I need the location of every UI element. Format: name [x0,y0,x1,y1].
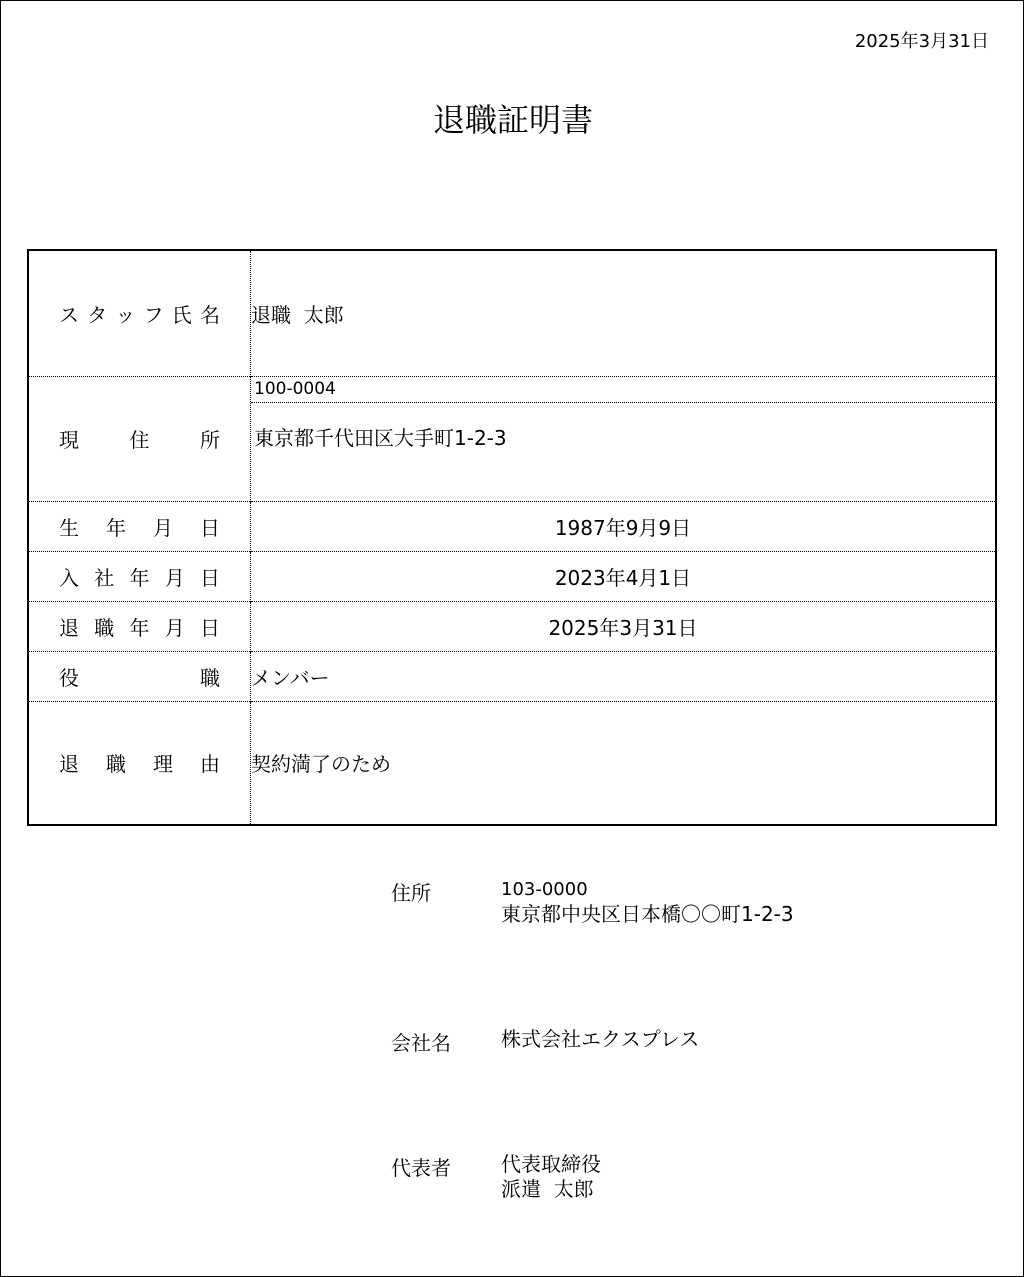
certificate-table [27,249,997,826]
reason-label: 退 職 理 由 [28,701,251,825]
address-cell [251,376,997,501]
company-address-zip: 103-0000 [501,879,588,900]
join-label: 入 社 年 月 日 [28,551,251,601]
table-row-birth [28,501,996,551]
birth-label: 生 年 月 日 [28,501,251,551]
join-value: 2023年4月1日 [251,551,997,601]
position-value: メンバー [251,651,997,701]
table-row-name [28,250,996,376]
table-row-position [28,651,996,701]
retire-label: 退 職 年 月 日 [28,601,251,651]
name-label: ス タ ッ フ 氏 名 [28,250,251,376]
company-address-value: 東京都中央区日本橋〇〇町1-2-3 [501,902,794,926]
table-row-join [28,551,996,601]
company-name-value: 株式会社エクスプレス [501,1027,700,1051]
birth-value: 1987年9月9日 [251,501,997,551]
company-address-label: 住所 [391,881,431,905]
retire-value: 2025年3月31日 [251,601,997,651]
page-title: 退職証明書 [432,101,593,139]
address-label: 現 住 所 [28,376,251,501]
position-label: 役 職 [28,651,251,701]
name-value: 退職 太郎 [251,302,344,327]
company-name-label: 会社名 [391,1031,451,1055]
address-value: 東京都千代田区大手町1-2-3 [254,425,507,450]
reason-value: 契約満了のため [251,701,997,825]
table-row-retire [28,601,996,651]
table-row-reason [28,701,996,825]
representative-title: 代表取締役 [501,1152,601,1176]
representative-name: 派遣 太郎 [501,1177,594,1201]
representative-label: 代表者 [391,1156,451,1180]
table-row-address [28,376,996,501]
address-zip: 100-0004 [251,377,995,403]
issue-date: 2025年3月31日 [854,31,989,52]
